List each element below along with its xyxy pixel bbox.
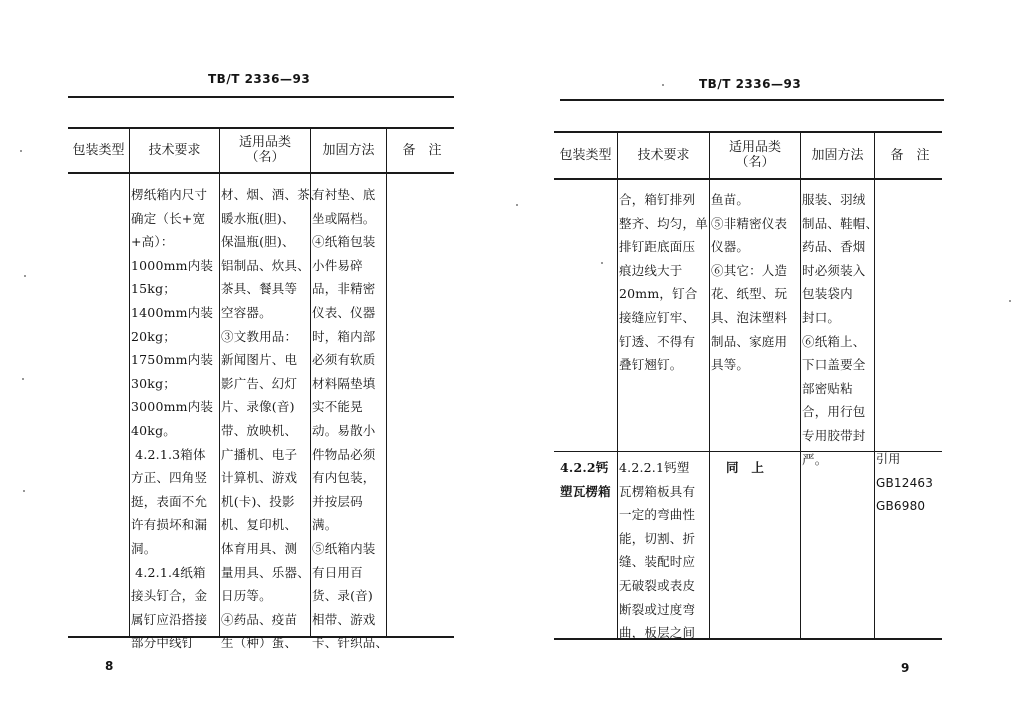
row2-tech-requirements: 4.2.2.1钙塑 瓦楞箱板具有 一定的弯曲性 能，切割、折 缝、装配时应 无破裂或表皮 断裂或过度弯 曲，板层之间 [619,460,696,641]
table-header-bottom-border [68,172,454,174]
row2-applicable-category: 同 上 [726,460,765,475]
header-rule [560,99,944,101]
reinforcement-method-text: 服装、羽绒 制品、鞋帽、 药品、香烟 时必须装入 包装袋内 封口。 ⑥纸箱上、 下口盖要全 部密贴粘 合，用行包 专用胶带封 严。 [802,192,879,467]
column-divider [800,131,801,639]
page-number: 8 [105,659,114,673]
header-tech-requirements: 技术要求 [637,148,690,163]
table-bottom-border [554,638,942,640]
header-rule [68,96,454,98]
header-applicable-category-line1: 适用品类 [728,140,781,155]
table-top-border [68,127,454,129]
header-applicable-category [710,140,800,170]
scan-speck [22,378,24,380]
header-remarks: 备 注 [890,148,930,163]
standard-number: TB/T 2336—93 [699,77,802,91]
header-applicable-category-line1: 适用品类 [238,135,291,150]
table-top-border [554,131,942,133]
header-package-type: 包装类型 [559,148,612,163]
tech-requirements-text: 楞纸箱内尺寸 确定（长+宽 +高）： 1000mm内装 15kg； 1400mm内装 20kg； 1750mm内装 30kg； 3000mm内装 40kg。 4.2.1.3箱体 方正、四角竖 挺，表面不允 许有损坏和漏 洞。 4.2.1.4纸箱 接头钉合，金 属钉应沿搭接 部分中线钉 [131,187,214,651]
header-applicable-category-line2: （名） [245,150,285,165]
scan-speck [24,275,26,277]
header-remarks: 备 注 [402,143,442,158]
scan-speck [516,204,518,206]
header-reinforcement-method: 加固方法 [811,148,864,163]
applicable-category-text: 鱼苗。 ⑤非精密仪表 仪器。 ⑥其它：人造 花、纸型、玩 具、泡沫塑料 制品、家庭用 具等。 [711,192,788,373]
reinforcement-method-text: 有衬垫、底 坐或隔档。 ④纸箱包装 小件易碎 品，非精密 仪表、仪器 时，箱内部 必须有软质 材料隔垫填 实不能晃 动。易散小 件物品必须 有内包装， 并按层码 满。 ⑤纸箱内装 有日用百 货、录(音) 相带、游戏 卡、针织品、 [312,187,389,651]
scan-speck [23,490,25,492]
column-divider [219,127,220,637]
header-tech-requirements: 技术要求 [148,143,201,158]
row2-remarks: 引用 GB12463 GB6980 [876,452,934,514]
tech-requirements-text: 合，箱钉排列 整齐、均匀，单 排钉距底面压 痕边线大于 20mm，钉合 接缝应钉牢、 钉透、不得有 叠钉翘钉。 [619,192,708,373]
header-applicable-category [220,135,310,165]
applicable-category-text: 材、烟、酒、茶、 暖水瓶(胆)、 保温瓶(胆)、 铝制品、炊具、 茶具、餐具等 空容器。 ③文教用品： 新闻图片、电 影广告、幻灯 片、录像(音) 带、放映机、 广播机、电子 计算机、游戏 机(卡)、投影 机、复印机、 体育用具、测 量用具、乐器、 日历等。 ④药品、疫苗 生（种）蛋、 [221,187,323,651]
header-package-type: 包装类型 [72,143,125,158]
column-divider [129,127,130,637]
page-number: 9 [901,661,910,675]
scan-speck [1009,300,1011,302]
scan-speck [662,84,664,86]
header-reinforcement-method: 加固方法 [322,143,375,158]
row2-package-type: 4.2.2钙 塑瓦楞箱 [560,460,611,499]
standard-number: TB/T 2336—93 [208,72,311,86]
table-header-bottom-border [554,178,942,180]
scan-speck [20,150,22,152]
column-divider [617,131,618,639]
scan-speck [601,262,603,264]
header-applicable-category-line2: （名） [735,155,775,170]
right-page [512,0,1024,724]
column-divider [709,131,710,639]
